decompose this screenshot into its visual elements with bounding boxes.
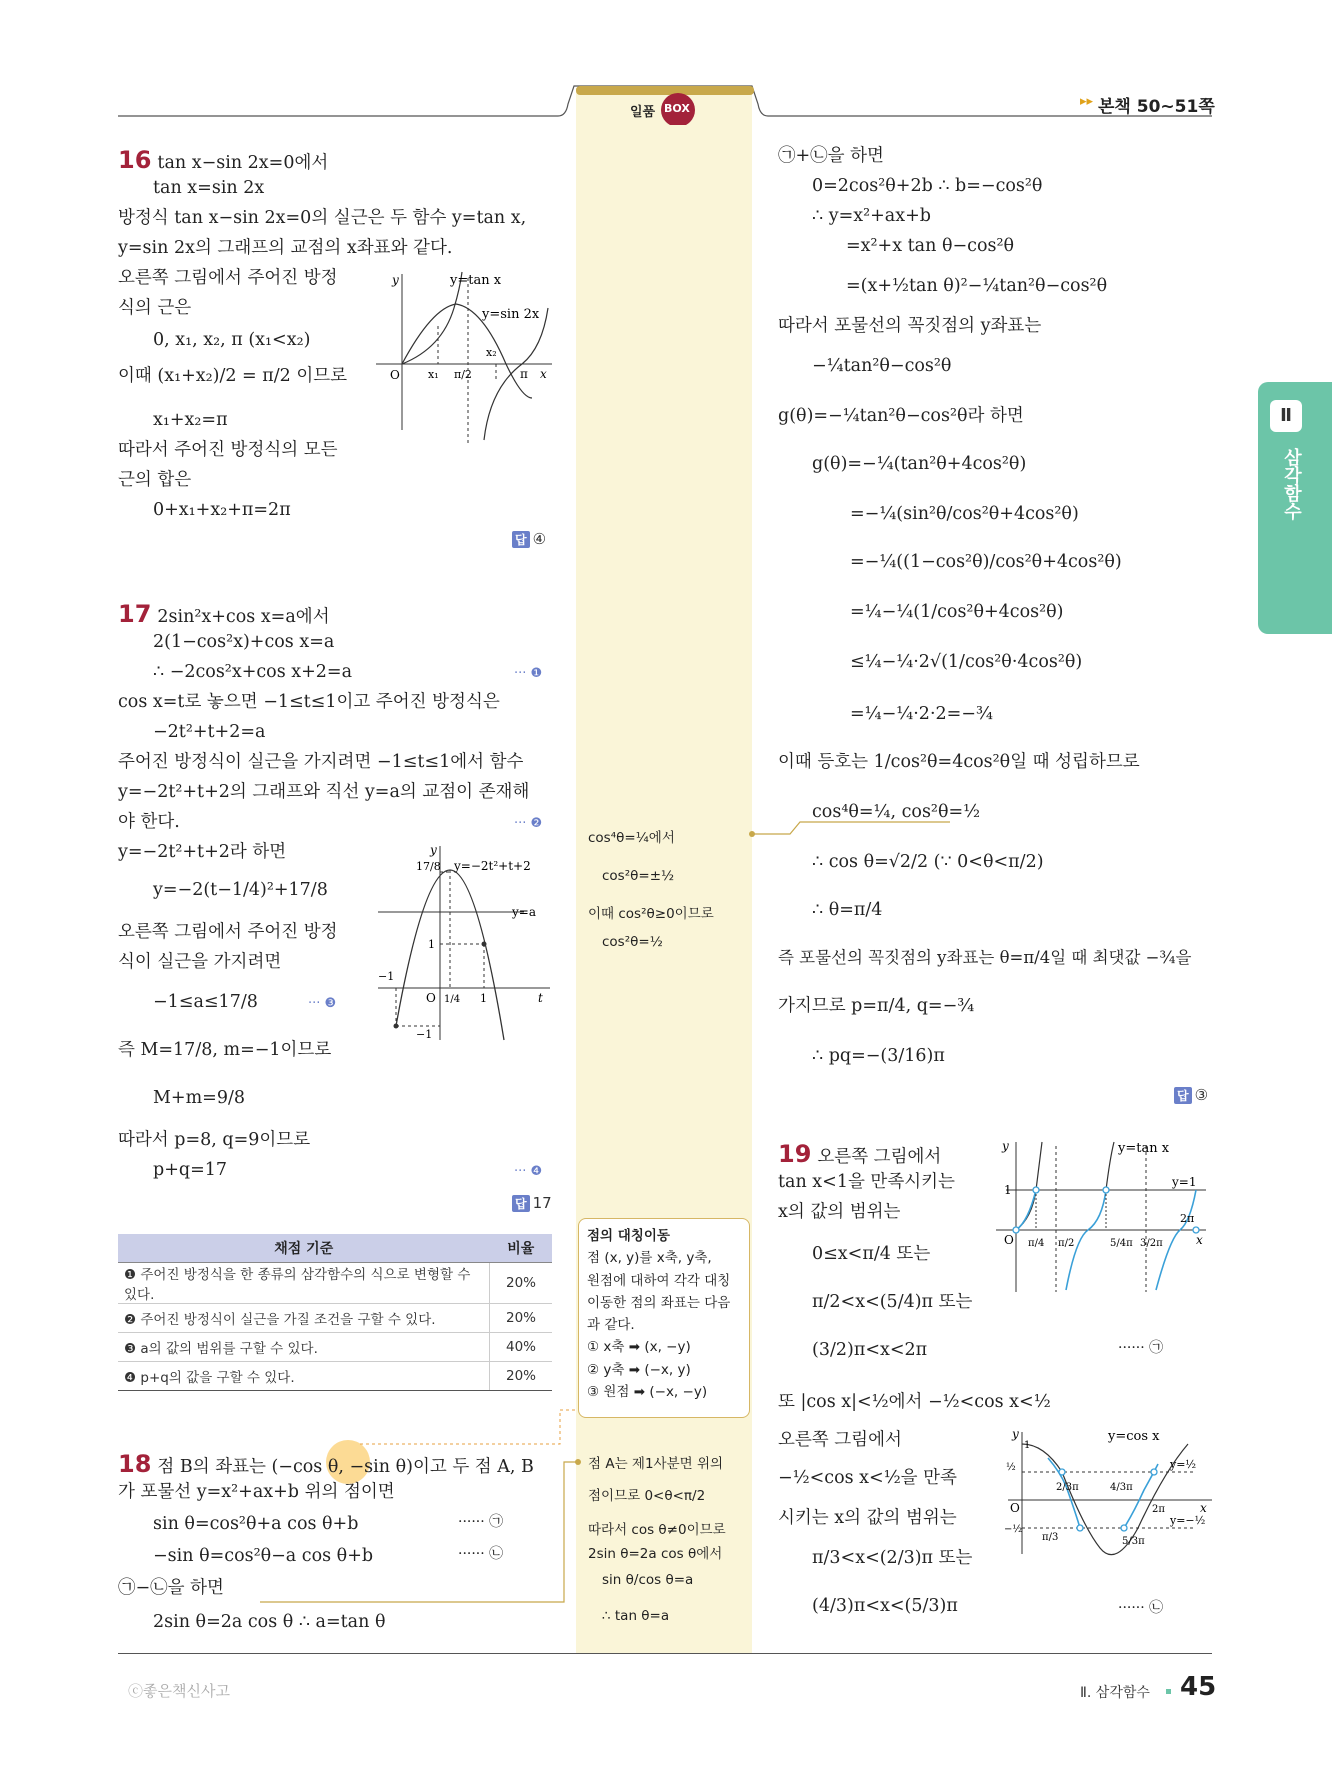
curve-label: y=cos x <box>1108 1429 1160 1444</box>
equation-tag: ······ ㉠ <box>1118 1340 1164 1356</box>
problem-number: 18 <box>118 1450 152 1478</box>
box-badge: BOX <box>664 102 690 115</box>
axis-label: y <box>392 273 399 287</box>
text-line: 가 포물선 y=x²+ax+b 위의 점이면 <box>118 1482 395 1502</box>
curve-label: y=tan x <box>1118 1141 1170 1156</box>
tip-line: 점 (x, y)를 x축, y축, <box>587 1250 712 1267</box>
footer-rule <box>118 1653 1212 1654</box>
line-label: y=1 <box>1172 1175 1197 1189</box>
axis-label: x <box>1196 1233 1203 1247</box>
tip-line: 과 같다. <box>587 1317 635 1334</box>
tick-label: −1 <box>378 970 395 983</box>
text-line: ㉠+㉡을 하면 <box>778 146 884 166</box>
axis-label: y <box>1002 1139 1009 1153</box>
text-line: =¼−¼(1/cos²θ+4cos²θ) <box>850 602 1064 622</box>
tip-line: 원점에 대하여 각각 대칭 <box>587 1272 731 1289</box>
text-line: g(θ)=−¼(tan²θ+4cos²θ) <box>812 454 1027 474</box>
tick-label: 4/3π <box>1110 1482 1133 1493</box>
box-label: 일품 <box>630 105 656 120</box>
origin-label: O <box>390 368 400 382</box>
text-line: 따라서 p=8, q=9이므로 <box>118 1130 311 1150</box>
tick-label: 5/4π <box>1110 1238 1133 1249</box>
answer-16: 답 ④ <box>512 530 546 548</box>
graph-19-tan <box>992 1138 1212 1298</box>
text-line: cos x=t로 놓으면 −1≤t≤1이고 주어진 방정식은 <box>118 692 500 712</box>
axis-label: y <box>1012 1428 1019 1441</box>
text-line: 식의 근은 <box>118 298 192 318</box>
tip-title: 점의 대칭이동 <box>587 1228 670 1244</box>
text-line: 0≤x<π/4 또는 <box>812 1244 931 1264</box>
text-line: x의 값의 범위는 <box>778 1202 901 1222</box>
side-note: ∴ tan θ=a <box>602 1608 670 1624</box>
chapter-number: Ⅱ <box>1270 400 1302 432</box>
text-line: 이때 등호는 1/cos²θ=4cos²θ일 때 성립하므로 <box>778 752 1140 772</box>
text-line: 오른쪽 그림에서 <box>817 1147 942 1167</box>
line-label: y=−½ <box>1170 1514 1206 1527</box>
text-line: ∴ −2cos²x+cos x+2=a <box>153 662 353 682</box>
tick-label: π/4 <box>1028 1238 1045 1249</box>
text-line: π/3<x<(2/3)π 또는 <box>812 1548 973 1568</box>
ref-arrow-icon: ▸▸ <box>1080 94 1094 109</box>
text-line: x₁+x₂=π <box>153 410 228 430</box>
text-line: 점 B의 좌표는 (−cos θ, −sin θ)이고 두 점 A, B <box>157 1457 534 1477</box>
table-row: ❹ p+q의 값을 구할 수 있다. 20% <box>118 1362 552 1391</box>
text-line: 0, x₁, x₂, π (x₁<x₂) <box>153 330 311 350</box>
text-line: ∴ θ=π/4 <box>812 900 883 920</box>
text-line: =−¼(sin²θ/cos²θ+4cos²θ) <box>850 504 1079 524</box>
text-line: 시키는 x의 값의 범위는 <box>778 1508 957 1528</box>
text-line: y=−2(t−1/4)²+17/8 <box>153 880 328 900</box>
text-line: 2sin²x+cos x=a에서 <box>157 607 330 627</box>
tick-label: 1 <box>1004 1183 1012 1197</box>
curve-label: y=sin 2x <box>482 307 540 322</box>
text-line: tan x−sin 2x=0에서 <box>157 153 329 173</box>
axis-label: x <box>540 367 547 381</box>
graph-19-cos <box>1004 1428 1216 1558</box>
equation-tag: ······ ㉠ <box>458 1514 504 1530</box>
axis-label: x <box>1200 1501 1207 1515</box>
step-mark-4: ··· ❹ <box>514 1164 543 1179</box>
text-line: g(θ)=−¼tan²θ−cos²θ라 하면 <box>778 406 1024 426</box>
text-line: 2(1−cos²x)+cos x=a <box>153 632 335 652</box>
text-line: 오른쪽 그림에서 주어진 방정 <box>118 268 338 288</box>
problem-number: 16 <box>118 146 152 174</box>
text-line: 또 |cos x|<½에서 −½<cos x<½ <box>778 1392 1051 1412</box>
text-line: −2t²+t+2=a <box>153 722 266 742</box>
graph-17 <box>374 840 556 1050</box>
tick-label: 1 <box>428 938 435 951</box>
table-row: ❸ a의 값의 범위를 구할 수 있다. 40% <box>118 1333 552 1362</box>
tick-label: x₂ <box>486 346 497 359</box>
side-note: 2sin θ=2a cos θ에서 <box>588 1546 723 1562</box>
text-line: (3/2)π<x<2π <box>812 1340 928 1360</box>
chapter-tab <box>1258 382 1332 634</box>
side-note: 점이므로 0<θ<π/2 <box>588 1488 706 1504</box>
tip-box <box>578 1218 750 1418</box>
text-line: 0=2cos²θ+2b ∴ b=−cos²θ <box>812 176 1043 196</box>
tick-label: 1 <box>1024 1440 1031 1451</box>
step-mark-3: ··· ❸ <box>308 996 337 1011</box>
equation-tag: ······ ㉡ <box>458 1546 504 1562</box>
text-line: sin θ=cos²θ+a cos θ+b <box>153 1514 359 1534</box>
tick-label: 1 <box>480 992 487 1005</box>
side-note: sin θ/cos θ=a <box>602 1572 694 1588</box>
text-line: 가지므로 p=π/4, q=−¾ <box>778 996 975 1016</box>
tick-label: ½ <box>1006 1462 1016 1473</box>
answer-18: 답 ③ <box>1174 1086 1208 1104</box>
text-line: ㉠−㉡을 하면 <box>118 1578 224 1598</box>
page-number: 45 <box>1180 1672 1217 1702</box>
text-line: tan x=sin 2x <box>153 178 265 198</box>
curve-label: y=−2t²+t+2 <box>454 859 531 873</box>
text-line: ≤¼−¼·2√(1/cos²θ·4cos²θ) <box>850 652 1083 672</box>
column-header: 채점 기준 <box>118 1234 490 1263</box>
tick-label: 5/3π <box>1122 1536 1145 1547</box>
column-header: 비율 <box>490 1234 553 1263</box>
step-mark-2: ··· ❷ <box>514 816 543 831</box>
text-line: 이때 (x₁+x₂)/2 = π/2 이므로 <box>118 366 348 386</box>
text-line: y=sin 2x의 그래프의 교점의 x좌표와 같다. <box>118 238 453 258</box>
text-line: −sin θ=cos²θ−a cos θ+b <box>153 1546 374 1566</box>
text-line: 즉 M=17/8, m=−1이므로 <box>118 1040 332 1060</box>
tick-label: 2/3π <box>1056 1482 1079 1493</box>
text-line: cos⁴θ=¼, cos²θ=½ <box>812 802 981 822</box>
text-line: =−¼((1−cos²θ)/cos²θ+4cos²θ) <box>850 552 1122 572</box>
text-line: 주어진 방정식이 실근을 가지려면 −1≤t≤1에서 함수 <box>118 752 524 772</box>
text-line: 따라서 포물선의 꼭짓점의 y좌표는 <box>778 316 1042 336</box>
chapter-title: 삼각함수 <box>1281 448 1302 520</box>
chapter-label: Ⅱ. 삼각함수 <box>1080 1685 1150 1701</box>
tip-item: ③ 원점 ➡ (−x, −y) <box>587 1383 708 1400</box>
text-line: =¼−¼·2·2=−¾ <box>850 704 993 724</box>
text-line: −¼tan²θ−cos²θ <box>812 356 952 376</box>
tick-label: π <box>520 367 528 381</box>
origin-label: O <box>1010 1501 1020 1515</box>
tip-item: ② y축 ➡ (−x, y) <box>587 1361 691 1378</box>
tick-label: −1 <box>416 1028 433 1041</box>
text-line: 따라서 주어진 방정식의 모든 <box>118 440 338 460</box>
table-row: ❶ 주어진 방정식을 한 종류의 삼각함수의 식으로 변형할 수 있다. 20% <box>118 1263 552 1304</box>
equation-tag: ······ ㉡ <box>1118 1600 1164 1616</box>
tick-label: −½ <box>1004 1524 1023 1535</box>
side-note: 따라서 cos θ≠0이므로 <box>588 1522 726 1538</box>
text-line: 근의 합은 <box>118 470 192 490</box>
tick-label: π/3 <box>1042 1532 1059 1543</box>
text-line: ∴ cos θ=√2/2 (∵ 0<θ<π/2) <box>812 852 1044 872</box>
text-line: 방정식 tan x−sin 2x=0의 실근은 두 함수 y=tan x, <box>118 208 527 228</box>
text-line: y=−2t²+t+2라 하면 <box>118 842 287 862</box>
side-note: cos⁴θ=¼에서 <box>588 830 675 846</box>
text-line: 식이 실근을 가지려면 <box>118 952 282 972</box>
graph-16 <box>372 268 556 444</box>
text-line: 야 한다. <box>118 812 180 832</box>
copyright: ⓒ좋은책신사고 <box>128 1682 230 1700</box>
tip-item: ① x축 ➡ (x, −y) <box>587 1339 691 1356</box>
axis-label: t <box>538 991 543 1005</box>
problem-number: 17 <box>118 600 152 628</box>
side-note: 이때 cos²θ≥0이므로 <box>588 906 714 922</box>
text-line: ∴ y=x²+ax+b <box>812 206 931 226</box>
text-line: tan x<1을 만족시키는 <box>778 1172 955 1192</box>
tick-label: π/2 <box>1058 1238 1075 1249</box>
text-line: p+q=17 <box>153 1160 227 1180</box>
tick-label: 2π <box>1180 1212 1195 1225</box>
origin-label: O <box>1004 1233 1014 1247</box>
page-reference: 본책 50~51쪽 <box>1098 97 1215 117</box>
origin-label: O <box>426 991 436 1005</box>
tick-label: 2π <box>1152 1504 1165 1515</box>
text-line: −½<cos x<½을 만족 <box>778 1468 957 1488</box>
tip-line: 이동한 점의 좌표는 다음 <box>587 1294 731 1311</box>
text-line: =(x+½tan θ)²−¼tan²θ−cos²θ <box>846 276 1108 296</box>
line-label: y=a <box>512 905 536 919</box>
tick-label: π/2 <box>454 368 472 381</box>
side-note: 점 A는 제1사분면 위의 <box>588 1456 724 1472</box>
tick-label: x₁ <box>428 368 439 381</box>
side-note: cos²θ=±½ <box>602 868 675 884</box>
text-line: ∴ pq=−(3/16)π <box>812 1046 945 1066</box>
text-line: y=−2t²+t+2의 그래프와 직선 y=a의 교점이 존재해 <box>118 782 530 802</box>
text-line: (4/3)π<x<(5/3)π <box>812 1596 958 1616</box>
text-line: 오른쪽 그림에서 주어진 방정 <box>118 922 338 942</box>
table-row: ❷ 주어진 방정식이 실근을 가질 조건을 구할 수 있다. 20% <box>118 1304 552 1333</box>
side-note: cos²θ=½ <box>602 934 663 950</box>
axis-label: y <box>430 843 437 857</box>
text-line: 즉 포물선의 꼭짓점의 y좌표는 θ=π/4일 때 최댓값 −¾을 <box>778 948 1192 967</box>
text-line: =x²+x tan θ−cos²θ <box>846 236 1015 256</box>
text-line: 2sin θ=2a cos θ ∴ a=tan θ <box>153 1612 386 1632</box>
scoring-table <box>118 1234 552 1391</box>
line-label: y=½ <box>1170 1458 1197 1471</box>
text-line: 0+x₁+x₂+π=2π <box>153 500 291 520</box>
footer-dot <box>1166 1689 1171 1694</box>
tick-label: 3/2π <box>1140 1238 1163 1249</box>
problem-number: 19 <box>778 1140 812 1168</box>
text-line: π/2<x<(5/4)π 또는 <box>812 1292 973 1312</box>
tick-label: 1/4 <box>444 994 461 1005</box>
step-mark-1: ··· ❶ <box>514 666 543 681</box>
text-line: 오른쪽 그림에서 <box>778 1430 902 1450</box>
curve-label: y=tan x <box>450 273 502 288</box>
answer-17: 답 17 <box>512 1194 552 1212</box>
text-line: −1≤a≤17/8 <box>153 992 258 1012</box>
tick-label: 17/8 <box>416 860 441 873</box>
text-line: M+m=9/8 <box>153 1088 246 1108</box>
